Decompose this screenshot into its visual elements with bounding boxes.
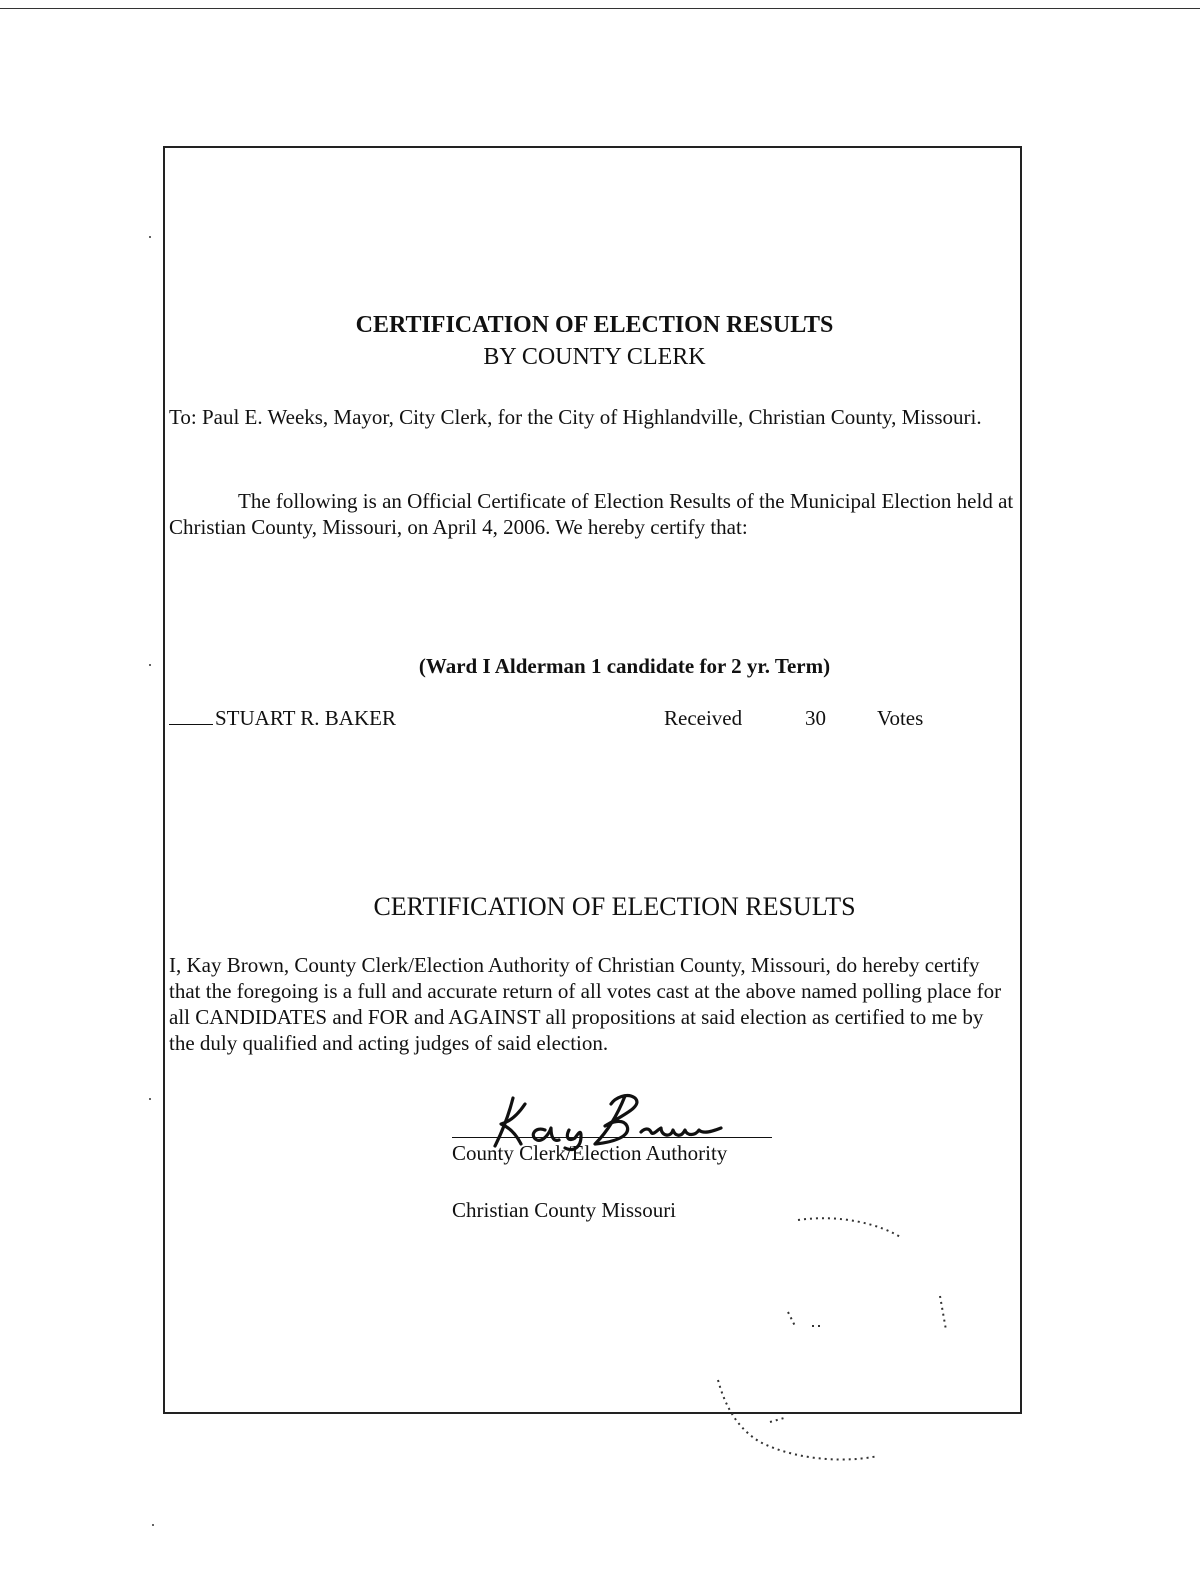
intro-paragraph: The following is an Official Certificate of Election Results of the Municipal Election held at Christian County, Missouri, on April 4, 2006. We hereby certify that:	[169, 489, 1014, 539]
vote-count: 30	[805, 706, 826, 730]
candidate-name-text: STUART R. BAKER	[215, 706, 396, 730]
received-label: Received	[664, 706, 743, 730]
votes-label: Votes	[877, 706, 924, 730]
scan-speck	[149, 1098, 151, 1100]
signer-title: County Clerk/Election Authority	[452, 1141, 728, 1165]
scan-top-rule	[0, 8, 1200, 9]
certification-heading: CERTIFICATION OF ELECTION RESULTS	[373, 892, 856, 921]
scan-speck	[149, 236, 151, 238]
scan-speck	[149, 664, 151, 666]
certificate-title: CERTIFICATION OF ELECTION RESULTS	[355, 312, 834, 338]
certificate-subtitle: BY COUNTY CLERK	[483, 344, 706, 370]
check-blank	[169, 724, 213, 725]
embossed-seal	[700, 1200, 970, 1480]
scan-speck	[152, 1524, 154, 1526]
certification-statement: I, Kay Brown, County Clerk/Election Authority of Christian County, Missouri, do hereby certify that the foregoing is a full and accurate return of all votes cast at the above named polling place for all CANDIDATES and FOR and AGAINST all propositions at said election as certified to me by the duly qualified and acting judges of said election.	[169, 953, 1002, 1055]
race-heading: (Ward I Alderman 1 candidate for 2 yr. Term)	[418, 654, 831, 678]
county-name: Christian County Missouri	[452, 1198, 677, 1222]
signature-line	[452, 1137, 772, 1138]
candidate-name	[169, 706, 396, 731]
addressee-line: To: Paul E. Weeks, Mayor, City Clerk, for the City of Highlandville, Christian County, Missouri.	[169, 405, 982, 429]
